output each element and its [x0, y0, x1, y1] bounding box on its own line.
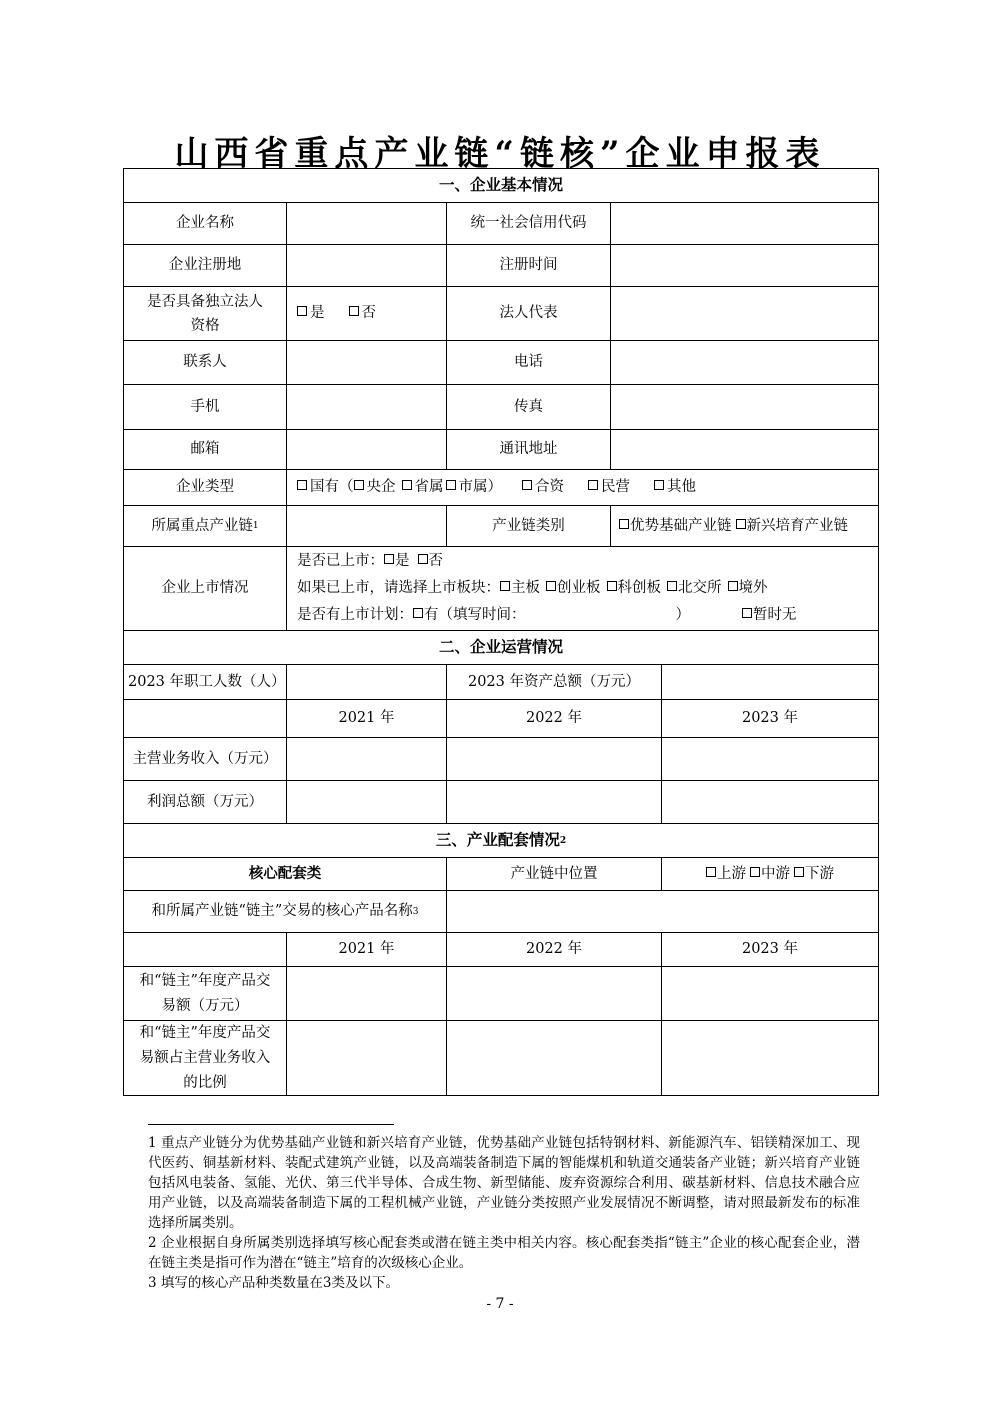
- board-bse-option[interactable]: [661, 580, 722, 596]
- type-state-owned-label: 国有（: [310, 479, 354, 496]
- trade-ratio-2022-field[interactable]: [447, 1021, 662, 1095]
- plan-close-paren: ）: [675, 607, 690, 623]
- trade-amount-label: [124, 967, 287, 1021]
- listing-q2-row: [297, 575, 768, 602]
- checkbox-icon[interactable]: [446, 480, 456, 490]
- type-state-owned-option[interactable]: [297, 475, 354, 500]
- position-upstream-label: 上游: [717, 865, 746, 882]
- trade-ratio-2021-field[interactable]: [287, 1021, 447, 1095]
- position-upstream-option[interactable]: [706, 862, 746, 887]
- trade-ratio-label-line2: 易额占主营业务收入: [139, 1049, 271, 1066]
- listed-yes-label: 是: [395, 553, 410, 569]
- checkbox-icon[interactable]: [588, 480, 598, 490]
- checkbox-icon[interactable]: [297, 306, 307, 316]
- revenue-2023-field[interactable]: [662, 738, 878, 781]
- footnote-2: 2 企业根据自身所属类别选择填写核心配套类或潜在链主类中相关内容。核心配套类指“链主”企业的核心配套企业，潜在链主类是指可作为潜在“链主”培育的次级核心企业。: [148, 1235, 860, 1271]
- checkbox-icon[interactable]: [402, 480, 412, 490]
- revenue-label: 主营业务收入（万元）: [124, 738, 287, 781]
- profit-2022-field[interactable]: [447, 781, 662, 824]
- profit-2023-field[interactable]: [662, 781, 878, 824]
- legal-rep-label: 法人代表: [447, 287, 611, 341]
- mobile-label: 手机: [124, 385, 287, 430]
- core-product-field[interactable]: [447, 891, 878, 933]
- trade-amount-2022-field[interactable]: [447, 967, 662, 1021]
- listing-q2-text: 如果已上市，请选择上市板块：: [297, 580, 500, 596]
- legal-yes-option[interactable]: [297, 301, 325, 326]
- legal-rep-field[interactable]: [611, 287, 878, 341]
- company-type-options: [287, 470, 878, 506]
- section-header-basic-info: 一、企业基本情况: [124, 169, 878, 203]
- trade-amount-label-line1: 和“链主”年度产品交: [139, 972, 271, 989]
- revenue-2022-field[interactable]: [447, 738, 662, 781]
- trade-ratio-2023-field[interactable]: [662, 1021, 878, 1095]
- board-overseas-option[interactable]: [722, 580, 768, 596]
- chain-category-label: 产业链类别: [447, 506, 611, 547]
- mobile-field[interactable]: [287, 385, 447, 430]
- listing-q3-text: 是否有上市计划：: [297, 607, 413, 623]
- checkbox-icon[interactable]: [654, 480, 664, 490]
- application-form-table: [123, 168, 879, 1096]
- year-header-empty-2: [124, 933, 287, 967]
- legal-yes-label: 是: [310, 305, 325, 322]
- listing-q1-row: [297, 548, 443, 575]
- type-other-label: 其他: [667, 479, 696, 496]
- legal-entity-label: [124, 287, 287, 341]
- phone-field[interactable]: [611, 341, 878, 385]
- year-2023-header: 2023 年: [662, 700, 878, 738]
- phone-label: 电话: [447, 341, 611, 385]
- address-field[interactable]: [611, 430, 878, 470]
- footnotes: [148, 1133, 860, 1293]
- type-jv-label: 合资: [535, 479, 564, 496]
- board-chinext-label: 创业板: [557, 580, 601, 596]
- checkbox-icon[interactable]: [349, 306, 359, 316]
- credit-code-field[interactable]: [611, 203, 878, 245]
- board-bse-label: 北交所: [678, 580, 722, 596]
- company-name-label: 企业名称: [124, 203, 287, 245]
- footnote-3: 3 填写的核心产品种类数量在3类及以下。: [148, 1275, 399, 1291]
- year-2022-header: 2022 年: [447, 700, 662, 738]
- checkbox-icon[interactable]: [500, 581, 510, 591]
- checkbox-icon[interactable]: [297, 480, 307, 490]
- board-overseas-label: 境外: [738, 580, 768, 596]
- type-municipal-option[interactable]: [444, 475, 503, 500]
- type-central-label: 央企: [366, 479, 396, 496]
- trade-amount-2021-field[interactable]: [287, 967, 447, 1021]
- type-jv-option[interactable]: [516, 475, 564, 500]
- chain-label-text: 所属重点产业链: [151, 517, 253, 534]
- listing-q1-text: 是否已上市：: [297, 553, 384, 569]
- email-label: 邮箱: [124, 430, 287, 470]
- form-title: 山西省重点产业链“链核”企业申报表: [174, 134, 826, 174]
- year-2021-header: 2021 年: [287, 700, 447, 738]
- board-star-option[interactable]: [601, 580, 662, 596]
- reg-time-field[interactable]: [611, 245, 878, 287]
- reg-time-label: 注册时间: [447, 245, 611, 287]
- section-header-operations: 二、企业运营情况: [124, 631, 878, 665]
- board-chinext-option[interactable]: [540, 580, 601, 596]
- type-central-option[interactable]: [354, 475, 396, 500]
- year-header-empty: [124, 700, 287, 738]
- type-provincial-option[interactable]: [396, 475, 444, 500]
- listing-q3-row: [297, 602, 797, 629]
- trade-amount-2023-field[interactable]: [662, 967, 878, 1021]
- checkbox-icon[interactable]: [728, 581, 738, 591]
- plan-none-option[interactable]: [742, 607, 797, 623]
- company-type-label: 企业类型: [124, 470, 287, 506]
- fax-label: 传真: [447, 385, 611, 430]
- plan-yes-label: 有（填写时间：: [424, 607, 526, 623]
- position-midstream-label: 中游: [761, 865, 790, 882]
- type-other-option[interactable]: [648, 475, 696, 500]
- position-downstream-option[interactable]: [794, 862, 834, 887]
- plan-none-label: 暂时无: [753, 607, 797, 623]
- employees-label: 2023 年职工人数（人）: [124, 665, 287, 700]
- checkbox-icon[interactable]: [413, 608, 423, 618]
- legal-entity-options: [287, 287, 447, 341]
- contact-label: 联系人: [124, 341, 287, 385]
- trade-ratio-label: [124, 1021, 287, 1095]
- board-main-label: 主板: [511, 580, 540, 596]
- checkbox-icon[interactable]: [418, 554, 428, 564]
- year-2023-header-2: 2023 年: [662, 933, 878, 967]
- reg-place-field[interactable]: [287, 245, 447, 287]
- checkbox-icon[interactable]: [522, 480, 532, 490]
- page-number: - 7 -: [486, 1296, 514, 1312]
- year-2021-header-2: 2021 年: [287, 933, 447, 967]
- contact-field[interactable]: [287, 341, 447, 385]
- legal-entity-label-line2: 资格: [190, 317, 220, 334]
- checkbox-icon[interactable]: [384, 554, 394, 564]
- chain-category-label-2: 新兴培育产业链: [746, 517, 848, 534]
- checkbox-icon[interactable]: [607, 581, 617, 591]
- core-support-label: 核心配套类: [124, 858, 447, 891]
- credit-code-label: 统一社会信用代码: [447, 203, 611, 245]
- company-name-field[interactable]: [287, 203, 447, 245]
- position-downstream-label: 下游: [805, 865, 834, 882]
- footnote-divider: [148, 1124, 394, 1125]
- profit-2021-field[interactable]: [287, 781, 447, 824]
- checkbox-icon[interactable]: [794, 867, 804, 877]
- type-municipal-label: 市属）: [458, 479, 502, 496]
- checkbox-icon[interactable]: [619, 519, 629, 529]
- trade-ratio-label-line1: 和“链主”年度产品交: [139, 1024, 271, 1041]
- position-midstream-option[interactable]: [750, 862, 790, 887]
- chain-category-option-2[interactable]: [736, 514, 849, 539]
- board-main-option[interactable]: [500, 580, 540, 596]
- checkbox-icon[interactable]: [742, 608, 752, 618]
- section-header-supply: 三、产业配套情况 2: [124, 824, 878, 858]
- trade-ratio-label-line3: 的比例: [183, 1074, 227, 1091]
- address-label: 通讯地址: [447, 430, 611, 470]
- core-product-label-text: 和所属产业链“链主”交易的核心产品名称: [151, 903, 413, 920]
- listing-label: 企业上市情况: [124, 547, 287, 631]
- legal-no-option[interactable]: [343, 301, 377, 326]
- listed-no-label: 否: [428, 553, 443, 569]
- type-provincial-label: 省属: [414, 479, 444, 496]
- checkbox-icon[interactable]: [546, 581, 556, 591]
- year-2022-header-2: 2022 年: [447, 933, 662, 967]
- listed-yes-option[interactable]: [384, 553, 410, 569]
- legal-entity-label-line1: 是否具备独立法人: [147, 293, 263, 310]
- type-private-option[interactable]: [582, 475, 630, 500]
- board-star-label: 科创板: [617, 580, 661, 596]
- assets-field[interactable]: [662, 665, 878, 700]
- chain-position-options: [662, 858, 878, 891]
- chain-label: 所属重点产业链 1: [124, 506, 287, 547]
- checkbox-icon[interactable]: [736, 519, 746, 529]
- chain-category-option-1[interactable]: [619, 514, 732, 539]
- listed-no-option[interactable]: [410, 553, 444, 569]
- chain-category-label-1: 优势基础产业链: [630, 517, 732, 534]
- email-field[interactable]: [287, 430, 447, 470]
- fax-field[interactable]: [611, 385, 878, 430]
- chain-field[interactable]: [287, 506, 447, 547]
- profit-label: 利润总额（万元）: [124, 781, 287, 824]
- section-3-title: 三、产业配套情况: [435, 830, 560, 850]
- trade-amount-label-line2: 易额（万元）: [161, 997, 249, 1014]
- legal-no-label: 否: [361, 305, 376, 322]
- type-private-label: 民营: [601, 479, 630, 496]
- chain-category-options: [611, 506, 878, 547]
- footnote-1: 1 重点产业链分为优势基础产业链和新兴培育产业链，优势基础产业链包括特钢材料、新能源汽车、铝镁精深加工、现代医药、铜基新材料、装配式建筑产业链，以及高端装备制造下属的智能煤机和轨道交通装备产业链；新兴培育产业链包括风电装备、氢能、光伏、第三代半导体、合成生物、新型储能、废弃资源综合利用、碳基新材料、信息技术融合应用产业链，以及高端装备制造下属的工程机械产业链，产业链分类按照产业发展情况不断调整，请对照最新发布的标准选择所属类别。: [148, 1135, 860, 1231]
- core-product-label: 和所属产业链“链主”交易的核心产品名称 3: [124, 891, 447, 933]
- employees-field[interactable]: [287, 665, 447, 700]
- checkbox-icon[interactable]: [706, 867, 716, 877]
- chain-position-label: 产业链中位置: [447, 858, 662, 891]
- listing-details: [287, 547, 878, 631]
- checkbox-icon[interactable]: [667, 581, 677, 591]
- revenue-2021-field[interactable]: [287, 738, 447, 781]
- plan-yes-option[interactable]: [413, 607, 526, 623]
- checkbox-icon[interactable]: [354, 480, 364, 490]
- assets-label: 2023 年资产总额（万元）: [447, 665, 662, 700]
- checkbox-icon[interactable]: [750, 867, 760, 877]
- reg-place-label: 企业注册地: [124, 245, 287, 287]
